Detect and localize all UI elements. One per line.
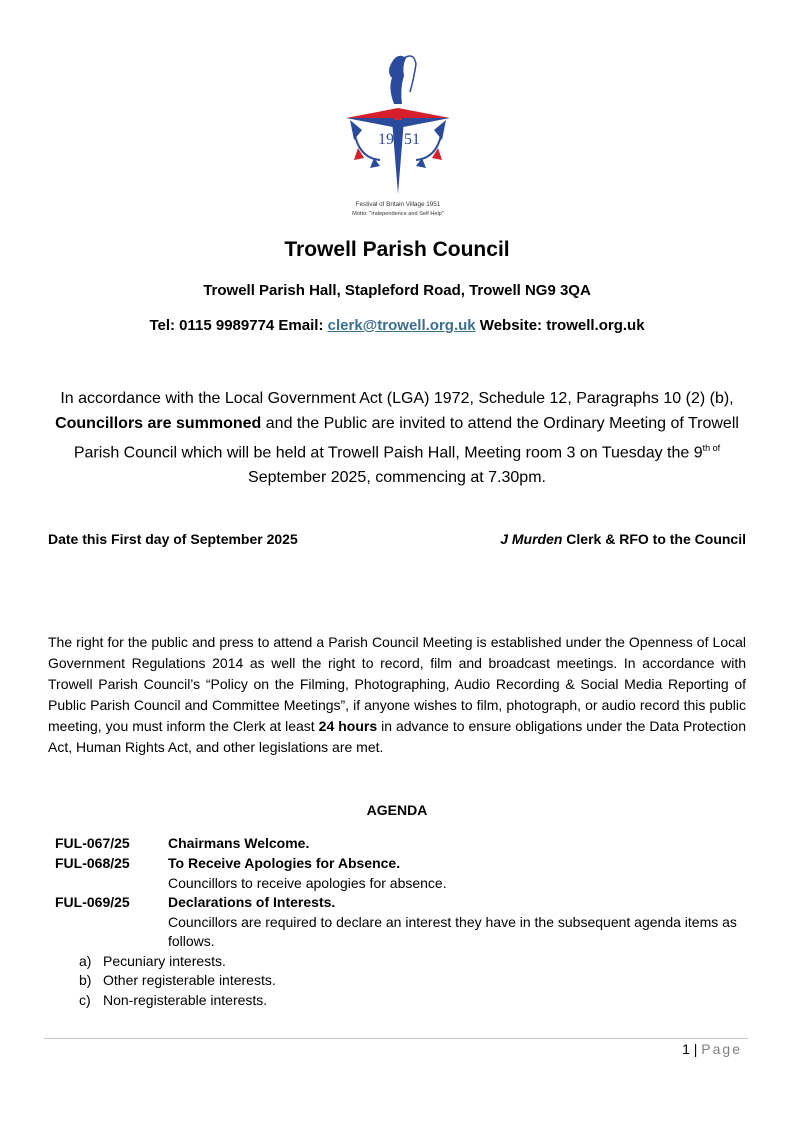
subitem-text: Pecuniary interests.	[103, 952, 226, 969]
agenda-item	[55, 854, 745, 893]
agenda-title: To Receive Apologies for Absence.	[168, 855, 401, 871]
page-number-value: 1	[682, 1041, 690, 1057]
page-title: Trowell Parish Council	[284, 238, 510, 261]
festival-logo	[340, 48, 456, 220]
rights-text-2: in advance to ensure obligations under the Data Protection Act, Human Rights Act, and other legislations are met.	[48, 718, 746, 755]
subitem-text: Other registerable interests.	[103, 972, 276, 988]
agenda-item	[55, 834, 745, 854]
page-label: Page	[701, 1041, 742, 1057]
summons-bold: Councillors are summoned	[55, 415, 262, 432]
clerk-role: Clerk & RFO to the Council	[562, 531, 746, 547]
rights-text-1: The right for the public and press to attend a Parish Council Meeting is established under the Openness of Local Government Regulations 2014 as well the right to record, film and broadcast meetings. In accordance with Trowell Parish Council’s “Policy on the Filming, Photographing, Audio Recording & Social Media Reporting of Public Parish Council and Committee Meetings”, if anyone wishes to film, photograph, or audio record this public meeting, you must inform the Clerk at least	[48, 634, 746, 734]
agenda-subitem	[79, 991, 745, 1011]
agenda-title: Chairmans Welcome.	[168, 835, 310, 851]
agenda-title: Declarations of Interests.	[168, 894, 336, 910]
clerk-signature	[500, 531, 746, 547]
page-number	[682, 1041, 742, 1057]
festival-emblem-icon	[340, 48, 456, 220]
date-text: Date this First day of September 2025	[48, 531, 298, 547]
summons-day-suffix: th of	[702, 443, 721, 453]
agenda-subitem	[79, 952, 745, 972]
summons-paragraph	[44, 386, 750, 490]
subitem-letter: a)	[79, 952, 92, 969]
agenda-subitem	[79, 971, 745, 991]
agenda-code: FUL-068/25	[55, 855, 130, 871]
logo-caption-line2: Motto: "Independence and Self Help"	[352, 211, 444, 217]
clerk-name: J Murden	[500, 531, 563, 547]
subitem-letter: b)	[79, 972, 92, 988]
logo-year-left: 19	[378, 131, 394, 148]
agenda-item	[55, 893, 745, 1010]
website-label: Website: trowell.org.uk	[475, 317, 645, 334]
subitem-text: Non-registerable interests.	[103, 991, 268, 1008]
page-separator: |	[689, 1041, 702, 1057]
subitem-letter: c)	[79, 991, 91, 1008]
agenda-list	[55, 834, 745, 1010]
agenda-heading: AGENDA	[366, 802, 428, 818]
agenda-code: FUL-069/25	[55, 894, 130, 910]
summons-text-1: In accordance with the Local Government Act (LGA) 1972, Schedule 12, Paragraphs 10 (2) (b),	[60, 390, 734, 407]
logo-caption-line1: Festival of Britain Village 1951	[355, 201, 441, 208]
contact-line	[0, 317, 794, 334]
agenda-detail: Councillors to receive apologies for absence.	[168, 874, 447, 891]
logo-year-right: 51	[404, 131, 420, 148]
tel-email-label: Tel: 0115 9989774 Email:	[149, 317, 328, 334]
date-line	[48, 531, 746, 547]
footer-divider	[44, 1038, 748, 1039]
summons-text-3: September 2025, commencing at 7.30pm.	[248, 469, 546, 487]
rights-bold: 24 hours	[318, 718, 378, 734]
public-rights-paragraph	[48, 632, 746, 758]
council-address: Trowell Parish Hall, Stapleford Road, Trowell NG9 3QA	[203, 282, 591, 299]
agenda-detail: Councillors are required to declare an interest they have in the subsequent agenda items as follows.	[168, 913, 737, 949]
summons-text-2: and the Public are invited to attend the Ordinary Meeting of Trowell Parish Council which will be held at Trowell Paish Hall, Meeting room 3 on Tuesday the	[73, 415, 739, 462]
agenda-code: FUL-067/25	[55, 835, 130, 851]
email-link[interactable]: clerk@trowell.org.uk	[327, 317, 476, 334]
summons-day: 9	[693, 444, 703, 462]
